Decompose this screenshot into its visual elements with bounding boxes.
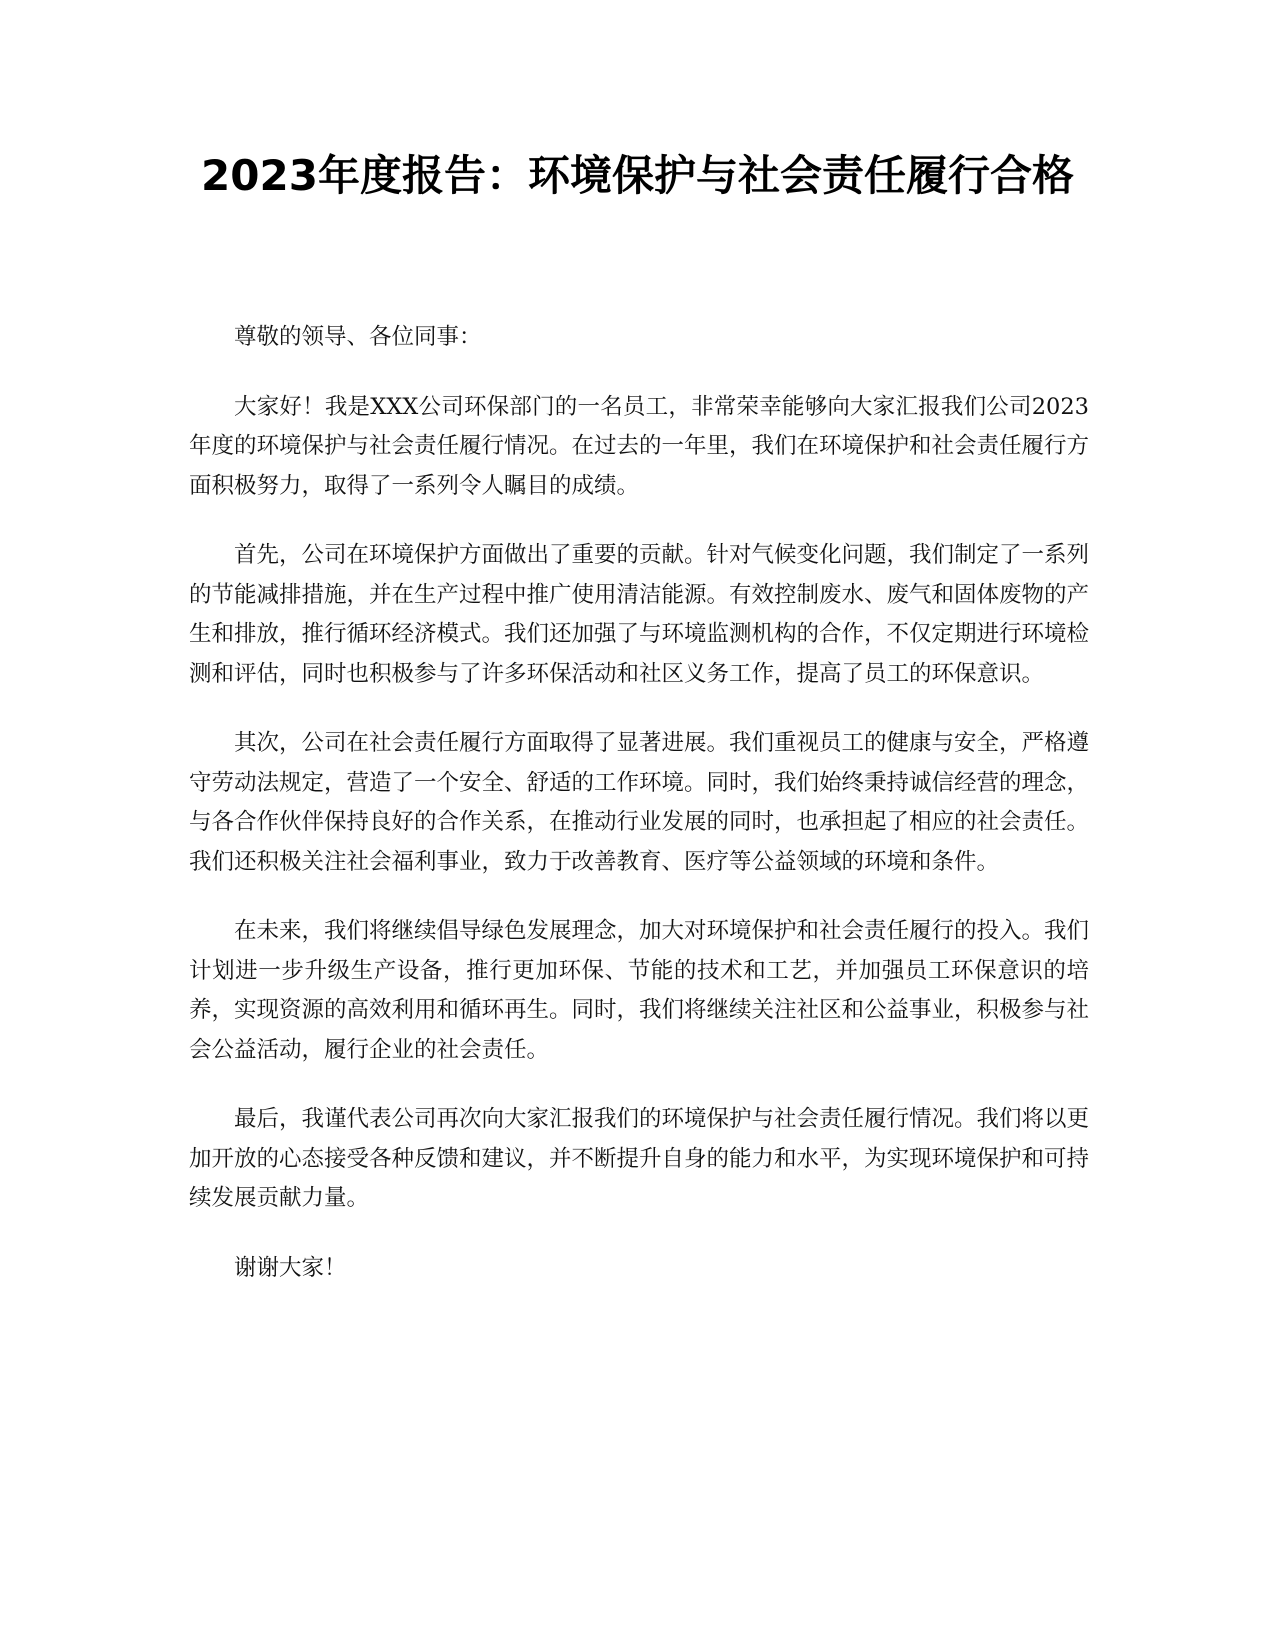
closing: 谢谢大家！	[234, 1254, 347, 1281]
salutation: 尊敬的领导、各位同事：	[234, 324, 482, 350]
paragraph-conclusion: 最后，我谨代表公司再次向大家汇报我们的环境保护与社会责任履行情况。我们将以更加开放的心态接受各种反馈和建议，并不断提升自身的能力和水平，为实现环境保护和可持续发展贡献力量。	[189, 1106, 1090, 1211]
paragraph-future: 在未来，我们将继续倡导绿色发展理念，加大对环境保护和社会责任履行的投入。我们计划进一步升级生产设备，推行更加环保、节能的技术和工艺，并加强员工环保意识的培养，实现资源的高效利用和循环再生。同时，我们将继续关注社区和公益事业，积极参与社会公益活动，履行企业的社会责任。	[189, 918, 1090, 1063]
paragraph-environment: 首先，公司在环境保护方面做出了重要的贡献。针对气候变化问题，我们制定了一系列的节能减排措施，并在生产过程中推广使用清洁能源。有效控制废水、废气和固体废物的产生和排放，推行循环经济模式。我们还加强了与环境监测机构的合作，不仅定期进行环境检测和评估，同时也积极参与了许多环保活动和社区义务工作，提高了员工的环保意识。	[189, 542, 1090, 687]
document-title: 2023年度报告：环境保护与社会责任履行合格	[201, 151, 1074, 200]
paragraph-social-responsibility: 其次，公司在社会责任履行方面取得了显著进展。我们重视员工的健康与安全，严格遵守劳动法规定，营造了一个安全、舒适的工作环境。同时，我们始终秉持诚信经营的理念，与各合作伙伴保持良好的合作关系，在推动行业发展的同时，也承担起了相应的社会责任。我们还积极关注社会福利事业，致力于改善教育、医疗等公益领域的环境和条件。	[189, 730, 1090, 875]
paragraph-intro: 大家好！我是XXX公司环保部门的一名员工，非常荣幸能够向大家汇报我们公司2023年度的环境保护与社会责任履行情况。在过去的一年里，我们在环境保护和社会责任履行方面积极努力，取得了一系列令人瞩目的成绩。	[189, 393, 1090, 499]
document-body	[189, 318, 1089, 1318]
